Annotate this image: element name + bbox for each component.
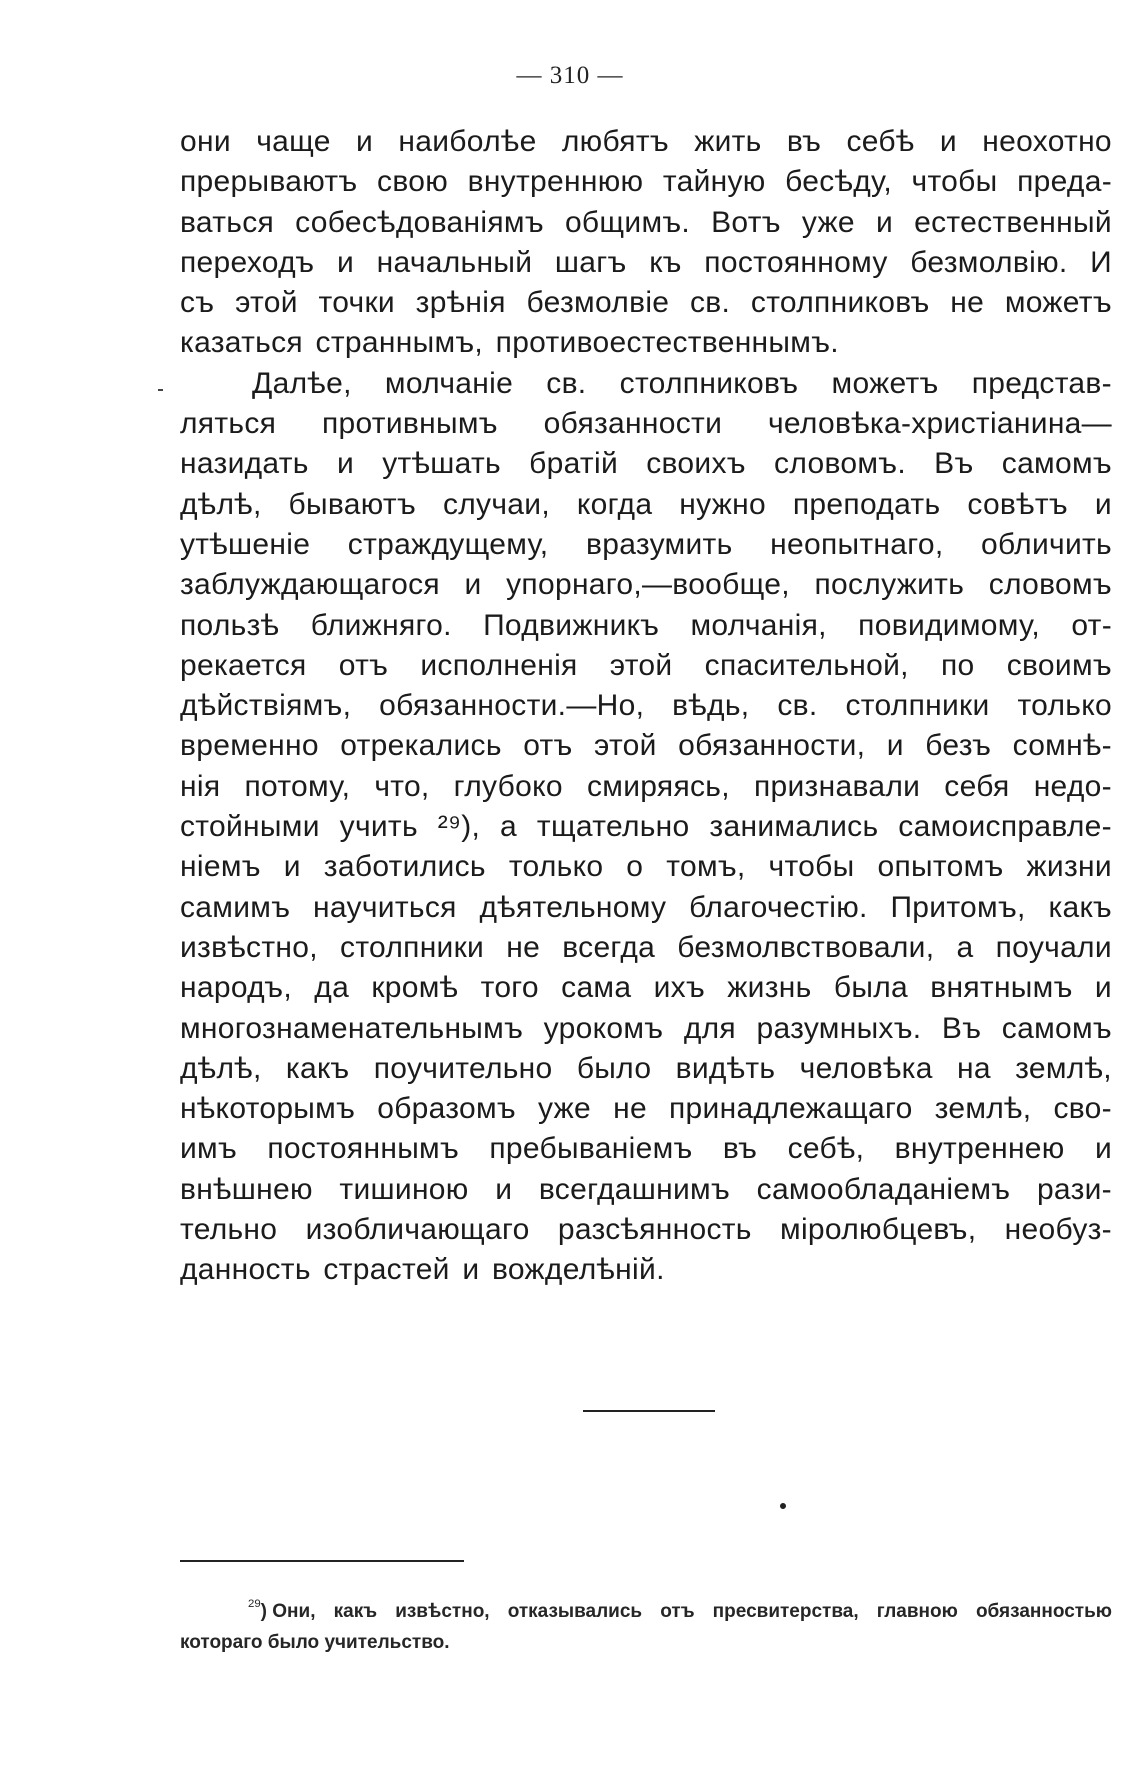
word: этой — [609, 648, 673, 682]
word: вожделѣній. — [491, 1253, 665, 1287]
word: обязанности, — [678, 729, 866, 763]
text-line — [180, 928, 1112, 968]
word: они — [180, 125, 231, 158]
text-line — [180, 686, 1112, 726]
word: была — [833, 971, 908, 1005]
word: естественный — [914, 205, 1112, 239]
word: видѣть — [675, 1051, 776, 1085]
word: признавали — [753, 769, 921, 803]
word: землѣ, — [934, 1092, 1032, 1126]
word: жизнь — [727, 971, 812, 1005]
word: сама — [561, 971, 632, 1005]
word: Въ — [934, 447, 974, 481]
word: назидать — [180, 447, 309, 481]
word: вразумить — [586, 527, 733, 561]
word: И — [1090, 245, 1112, 279]
word: и — [875, 205, 894, 239]
word: переходъ — [180, 245, 315, 279]
section-divider — [583, 1410, 715, 1412]
word: внятнымъ — [930, 971, 1073, 1005]
word: св. — [777, 689, 818, 723]
word: сомнѣ- — [1012, 729, 1112, 763]
word: внутреннею — [894, 1132, 1065, 1166]
word: противнымъ — [321, 407, 498, 441]
text-line — [180, 1250, 1112, 1290]
word: послужить — [814, 568, 965, 602]
word: ихъ — [653, 971, 706, 1005]
word: столпники — [845, 689, 990, 723]
word: самообладаніемъ — [756, 1172, 1011, 1206]
word: стойными — [180, 810, 320, 844]
word: представ- — [971, 366, 1112, 400]
word: жизни — [1026, 850, 1112, 884]
word: тщательно — [536, 810, 690, 844]
word: безмолвію. — [910, 245, 1068, 279]
footnote-word: какъ — [333, 1601, 378, 1622]
word: занимались — [709, 810, 879, 844]
word: какъ — [285, 1051, 350, 1085]
word: зрѣнія — [415, 286, 506, 320]
word: потому, — [244, 769, 351, 803]
word: не — [950, 286, 985, 320]
word: столпниковъ — [619, 366, 799, 400]
text-line — [180, 646, 1112, 686]
word: образомъ — [377, 1092, 516, 1126]
word: чтобы — [911, 165, 998, 199]
text-line — [180, 565, 1112, 605]
word: и — [495, 1172, 513, 1206]
word: страннымъ, — [315, 326, 484, 360]
text-line — [180, 525, 1112, 565]
word: безмолвіе — [526, 286, 670, 320]
word: безъ — [925, 729, 992, 763]
word: общимъ. — [564, 205, 691, 239]
word: бесѣду, — [785, 165, 892, 199]
word: разсѣянность — [557, 1213, 752, 1247]
word: человѣка-христіанина— — [767, 407, 1112, 441]
word: и — [1094, 1132, 1112, 1166]
word: шагъ — [554, 245, 627, 279]
word: глубоко — [453, 769, 563, 803]
word: и — [1094, 487, 1112, 521]
word: столпниковъ — [750, 286, 930, 320]
word: не — [613, 1092, 647, 1126]
word: нія — [180, 769, 221, 803]
text-line — [180, 606, 1112, 646]
word: только — [1017, 689, 1112, 723]
word: а — [956, 930, 974, 964]
word: молчаніе — [384, 366, 514, 400]
word: своимъ — [1006, 648, 1112, 682]
footnote-word: $^{29}$) Они, — [248, 1597, 316, 1622]
text-line — [180, 1009, 1112, 1049]
word: себѣ — [846, 125, 915, 158]
word: временно — [180, 729, 319, 763]
word: чтобы — [768, 850, 855, 884]
word: отъ — [338, 648, 389, 682]
word: неопытнаго, — [770, 527, 944, 561]
word: сво- — [1053, 1092, 1112, 1126]
word: самоисправле- — [898, 810, 1112, 844]
word: принадлежащаго — [668, 1092, 913, 1126]
footnote-word: отъ — [660, 1601, 695, 1622]
word: кромѣ — [371, 971, 459, 1005]
word: разумныхъ. — [756, 1011, 922, 1045]
word: а — [500, 810, 518, 844]
word: можетъ — [1004, 286, 1112, 320]
word: въ — [786, 125, 822, 158]
word: въ — [722, 1132, 758, 1166]
text-line — [180, 323, 1112, 363]
word: только — [508, 850, 604, 884]
footnote-line-2: котораго было учительство. — [180, 1632, 450, 1653]
word: постояннымъ — [267, 1132, 460, 1166]
word: народъ, — [180, 971, 292, 1005]
word: своихъ — [646, 447, 746, 481]
word: необуз- — [1004, 1213, 1112, 1247]
footnote-word: обязанностью — [975, 1601, 1112, 1622]
word: св. — [690, 286, 731, 320]
text-line — [180, 767, 1112, 807]
word: этой — [594, 729, 657, 763]
text-line — [180, 1170, 1112, 1210]
text-line — [180, 847, 1112, 887]
word: данность — [180, 1253, 311, 1287]
word: и — [462, 1253, 480, 1287]
word: учить — [339, 810, 418, 844]
word: заботились — [323, 850, 486, 884]
word: томъ, — [666, 850, 746, 884]
text-line — [180, 162, 1112, 202]
word: преподать — [792, 487, 941, 521]
word: себя — [944, 769, 1010, 803]
word: внутреннюю — [467, 165, 644, 199]
word: нужно — [679, 487, 766, 521]
word: Въ — [941, 1011, 982, 1045]
text-line — [180, 203, 1112, 243]
text-line — [180, 283, 1112, 323]
word: Притомъ, — [890, 890, 1026, 924]
word: противоестественнымъ. — [495, 326, 839, 360]
word: молчанія, — [690, 608, 827, 642]
word: утѣшеніе — [180, 527, 311, 561]
word: по — [941, 648, 975, 682]
word: было — [576, 1051, 652, 1085]
word: бываютъ — [288, 487, 417, 521]
word: и — [939, 125, 957, 158]
word: Вотъ — [711, 205, 781, 239]
word: недо- — [1033, 769, 1112, 803]
word: всегдашнимъ — [538, 1172, 731, 1206]
text-line — [180, 1089, 1112, 1129]
word: поучительно — [373, 1051, 553, 1085]
word: ваться — [180, 205, 275, 239]
word: дѣлѣ, — [180, 1051, 262, 1085]
word: многознаменательнымъ — [180, 1011, 524, 1045]
text-line — [180, 807, 1112, 847]
word: наиболѣе — [398, 125, 537, 158]
word: съ — [180, 286, 215, 320]
word: казаться — [180, 326, 303, 360]
word: точки — [318, 286, 395, 320]
margin-mark — [158, 389, 163, 391]
word: смиряясь, — [586, 769, 730, 803]
word: того — [480, 971, 539, 1005]
footnote-word: пресвитерства, — [712, 1601, 859, 1622]
word: можетъ — [831, 366, 939, 400]
word: и — [336, 245, 355, 279]
word: начальный — [376, 245, 533, 279]
word: словомъ. — [774, 447, 906, 481]
word: Подвижникъ — [483, 608, 660, 642]
word: урокомъ — [543, 1011, 664, 1045]
word: научиться — [313, 890, 457, 924]
text-line — [180, 726, 1112, 766]
word: отъ — [523, 729, 573, 763]
word: пользѣ — [180, 608, 280, 642]
word: опытомъ — [877, 850, 1004, 884]
word: имъ — [180, 1132, 238, 1166]
word: къ — [649, 245, 682, 279]
word: столпники — [340, 930, 485, 964]
word: уже — [538, 1092, 592, 1126]
word: всегда — [562, 930, 656, 964]
word: собесѣдованіямъ — [295, 205, 544, 239]
word: когда — [576, 487, 653, 521]
word: внѣшнею — [180, 1172, 313, 1206]
footnote-word: отказывались — [507, 1601, 643, 1622]
word: пребываніемъ — [489, 1132, 693, 1166]
word: изобличающаго — [305, 1213, 530, 1247]
word: да — [314, 971, 350, 1005]
word: прерываютъ — [180, 165, 358, 199]
word: дѣйствіямъ, — [180, 689, 352, 723]
word: страждущему, — [347, 527, 549, 561]
word: для — [683, 1011, 736, 1045]
word: міролюбцевъ, — [780, 1213, 977, 1247]
word: ніемъ — [180, 850, 261, 884]
body-text — [180, 122, 1112, 1291]
word: что, — [374, 769, 430, 803]
text-line — [180, 1129, 1112, 1169]
word: случаи, — [442, 487, 550, 521]
word: рекается — [180, 648, 307, 682]
word: о — [626, 850, 644, 884]
word: уже — [801, 205, 855, 239]
word: и — [283, 850, 301, 884]
footnote-word: извѣстно, — [395, 1601, 490, 1622]
word: дѣлѣ, — [180, 487, 262, 521]
word: тишиною — [339, 1172, 469, 1206]
word: вѣдь, — [672, 689, 750, 723]
word: самимъ — [180, 890, 291, 924]
footnote — [180, 1596, 1112, 1658]
word: ²⁹), — [437, 810, 481, 844]
word: повидимому, — [858, 608, 1040, 642]
word: самомъ — [1001, 1011, 1112, 1045]
word: обязанности — [543, 407, 723, 441]
word: жить — [694, 125, 762, 158]
word: тайную — [662, 165, 766, 199]
word: человѣка — [799, 1051, 933, 1085]
text-line — [180, 444, 1112, 484]
word: не — [506, 930, 541, 964]
footnote-divider — [180, 1560, 464, 1562]
word: безмолвствовали, — [677, 930, 935, 964]
word: и — [886, 729, 904, 763]
word: и — [464, 568, 482, 602]
word: словомъ — [988, 568, 1112, 602]
word: свою — [377, 165, 449, 199]
word: тельно — [180, 1213, 278, 1247]
word: рази- — [1036, 1172, 1112, 1206]
word: этой — [235, 286, 298, 320]
word: и — [1094, 971, 1112, 1005]
word: поучали — [995, 930, 1112, 964]
word: и — [356, 125, 374, 158]
word: какъ — [1048, 890, 1112, 924]
text-line — [180, 485, 1112, 525]
text-line — [180, 968, 1112, 1008]
word: на — [957, 1051, 991, 1085]
page-number: — 310 — — [516, 62, 624, 89]
word: от- — [1071, 608, 1112, 642]
word: обязанности.—Но, — [379, 689, 645, 723]
footnote-marker: 29 — [248, 1597, 261, 1610]
word: постоянному — [704, 245, 888, 279]
word: чаще — [256, 125, 331, 158]
word: страстей — [323, 1253, 450, 1287]
word: землѣ, — [1015, 1051, 1112, 1085]
text-line — [180, 243, 1112, 283]
word: дѣятельному — [479, 890, 667, 924]
text-line — [180, 364, 1112, 404]
word: обличить — [981, 527, 1112, 561]
word: Далѣе, — [252, 366, 352, 400]
word: спасительной, — [704, 648, 909, 682]
word: ляться — [180, 407, 277, 441]
text-line — [180, 888, 1112, 928]
footnote-line-1 — [180, 1596, 1112, 1627]
word: заблуждающагося — [180, 568, 440, 602]
word: любятъ — [561, 125, 669, 158]
word: самомъ — [1001, 447, 1112, 481]
word: неохотно — [982, 125, 1112, 158]
text-line — [180, 1049, 1112, 1089]
word: благочестію. — [689, 890, 868, 924]
word: св. — [546, 366, 587, 400]
word: упорнаго,—вообще, — [506, 568, 790, 602]
word: отрекались — [340, 729, 502, 763]
word: утѣшать — [382, 447, 501, 481]
footnote-word: главною — [876, 1601, 958, 1622]
text-line — [180, 1210, 1112, 1250]
word: совѣтъ — [967, 487, 1068, 521]
word: нѣкоторымъ — [180, 1092, 356, 1126]
ink-speck — [779, 1502, 787, 1510]
word: братій — [529, 447, 618, 481]
word: и — [336, 447, 355, 481]
text-line — [180, 404, 1112, 444]
word: исполненія — [420, 648, 578, 682]
word: ближняго. — [310, 608, 452, 642]
word: преда- — [1017, 165, 1112, 199]
text-line — [180, 122, 1112, 162]
word: себѣ, — [787, 1132, 865, 1166]
word: извѣстно, — [180, 930, 318, 964]
